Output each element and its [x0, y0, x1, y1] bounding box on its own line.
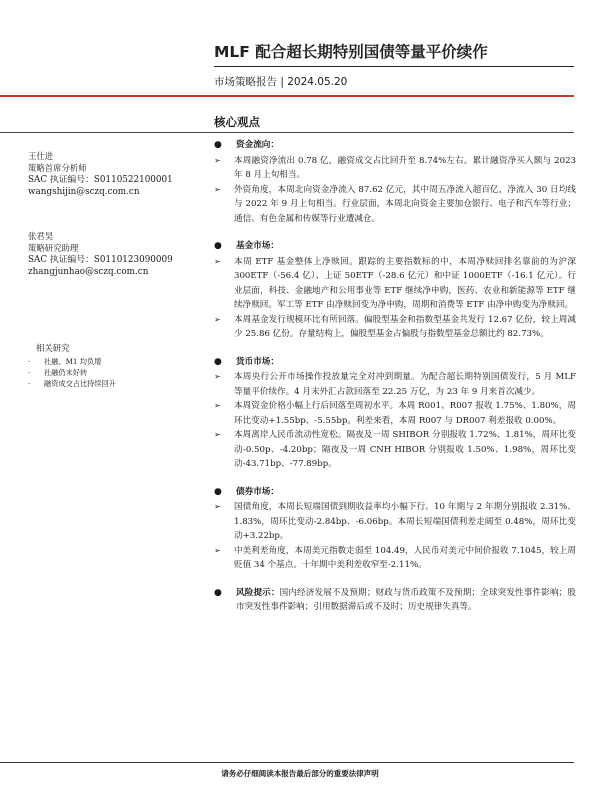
arrow-icon: ➢ [214, 545, 221, 555]
bullet-icon: ● [214, 356, 222, 367]
arrow-icon: ➢ [214, 430, 221, 439]
list-item: ➢ 外资角度，本周北向资金净流入 87.62 亿元，其中周五净流入超百亿，净流入 30 日均线与 2022 年 9 月上旬相当。行业层面，本周北向资金主要加仓银行、电子和汽车等行业；通信、有色金属和传媒等行业遭减仓。 [214, 183, 576, 227]
section-fund-market [214, 239, 576, 342]
section-money-market [214, 355, 576, 472]
section-fund-flow [214, 138, 576, 226]
list-item: ➢ 中美利差角度，本周美元指数走弱至 104.49，人民币对美元中间价报收 7.1045，较上周贬值 34 个基点。十年期中美利差收窄至-2.11%。 [214, 544, 576, 573]
arrow-icon: ➢ [214, 502, 221, 511]
analyst-name: 张君昊 [28, 231, 54, 241]
bullet-icon: · [28, 379, 31, 388]
risk-warning [214, 586, 576, 615]
report-subtitle: 市场策略报告 | 2024.05.20 [214, 76, 348, 88]
analyst-sac: SAC 执证编号：S0110123090009 [28, 255, 173, 265]
analyst-email[interactable]: wangshijin@sczq.com.cn [28, 187, 140, 197]
report-title: MLF 配合超长期特别国债等量平价续作 [214, 43, 488, 61]
analyst-name: 王仕进 [28, 151, 54, 161]
list-item: ➢ 本周融资净流出 0.78 亿，融资成交占比回升至 8.74%左右。累计融资净买入额与 2023 年 8 月上旬相当。 [214, 154, 576, 183]
analyst-email[interactable]: zhangjunhao@sczq.com.cn [28, 267, 149, 277]
arrow-icon: ➢ [214, 155, 221, 165]
section-title: 货币市场： [236, 356, 279, 367]
bullet-icon: · [28, 357, 31, 366]
bullet-icon: ● [214, 241, 222, 251]
related-research-list [28, 356, 116, 389]
header-red-rule [0, 95, 574, 97]
arrow-icon: ➢ [214, 401, 221, 410]
bullet-icon: ● [214, 140, 222, 150]
section-rule [0, 132, 574, 133]
list-item: ➢ 本周离岸人民币流动性宽松。隔夜及一周 SHIBOR 分别报收 1.72%、1.81%，周环比变动-0.50p、-4.20bp；隔夜及一周 CNH HIBOR 分别报收 1.50%、1.98%，周环比变动-43.71bp、-77.89bp。 [214, 428, 576, 472]
section-title: 基金市场： [236, 241, 279, 251]
arrow-icon: ➢ [214, 184, 221, 194]
arrow-icon: ➢ [214, 314, 221, 324]
list-item: ➢ 本周央行公开市场操作投放量完全对冲到期量。为配合超长期特别国债发行，5 月 MLF 等量平价续作。4 月末外汇占款回落至 22.25 万亿，为 23 年 9 月来首次减少。 [214, 370, 576, 399]
core-views [214, 138, 576, 615]
related-item[interactable]: · 社融仍未好转 [28, 368, 88, 377]
title-rule [214, 66, 574, 67]
analyst-card [28, 150, 173, 198]
related-item[interactable]: · 融资成交占比持续回升 [28, 379, 116, 388]
analyst-card [28, 230, 173, 278]
related-item[interactable]: · 社融、M1 均负增 [28, 357, 102, 366]
footer-rule [0, 762, 574, 763]
legal-footer: 请务必仔细阅读本报告最后部分的重要法律声明 [221, 769, 379, 778]
arrow-icon: ➢ [214, 256, 221, 266]
list-item: ➢ 本周资金价格小幅上行后回落至周初水平。本周 R001、R007 报收 1.75%、1.80%，周环比变动+1.55bp、-5.55bp。利差来看，本周 R007 与 DR007 利差报收 0.00%。 [214, 399, 576, 428]
analyst-role: 策略研究助理 [28, 243, 79, 253]
list-item: ➢ 本周基金发行规模环比有所回落。偏股型基金和指数型基金共发行 12.67 亿份，较上周减少 25.86 亿份。存量结构上，偏股型基金占偏股与指数型基金总额比约 82.73%。 [214, 313, 576, 342]
risk-text: 国内经济发展不及预期；财政与货币政策不及预期；全球突发性事件影响；股市突发性事件影响；引用数据滞后或不及时；历史规律失真等。 [236, 587, 576, 612]
analyst-role: 策略首席分析师 [28, 163, 87, 173]
section-bond-market [214, 485, 576, 573]
section-heading: 核心观点 [214, 115, 260, 129]
arrow-icon: ➢ [214, 372, 221, 381]
bullet-icon: ● [214, 587, 222, 598]
section-title: 债券市场： [236, 486, 279, 497]
analyst-sac: SAC 执证编号：S0110522100001 [28, 175, 173, 185]
risk-label: 风险提示： [236, 587, 280, 598]
section-title: 资金流向： [236, 140, 279, 150]
related-research-title: 相关研究 [36, 343, 70, 353]
bullet-icon: · [28, 368, 31, 377]
list-item: ➢ 国债角度，本周长短端国债到期收益率均小幅下行。10 年期与 2 年期分别报收 2.31%、1.83%，周环比变动-2.84bp、-6.06bp。本周长短端国债利差走阔至 0.48%，周环比变动+3.22bp。 [214, 500, 576, 544]
list-item: ➢ 本周 ETF 基金整体上净赎回。跟踪的主要指数标的中，本周净赎回排名靠前的为沪深 300ETF（-56.4 亿）、上证 50ETF（-28.6 亿元）和中证 1000ETF（-16.1 亿元）。行业层面，科技、金融地产和公用事业等 ETF 继续净申购，医药、农业和新能源等 ETF 继续净赎回。军工等 ETF 由净赎回变为净申购，周期和消费等 ETF 由净申购变为净赎回。 [214, 255, 576, 313]
bullet-icon: ● [214, 486, 222, 497]
